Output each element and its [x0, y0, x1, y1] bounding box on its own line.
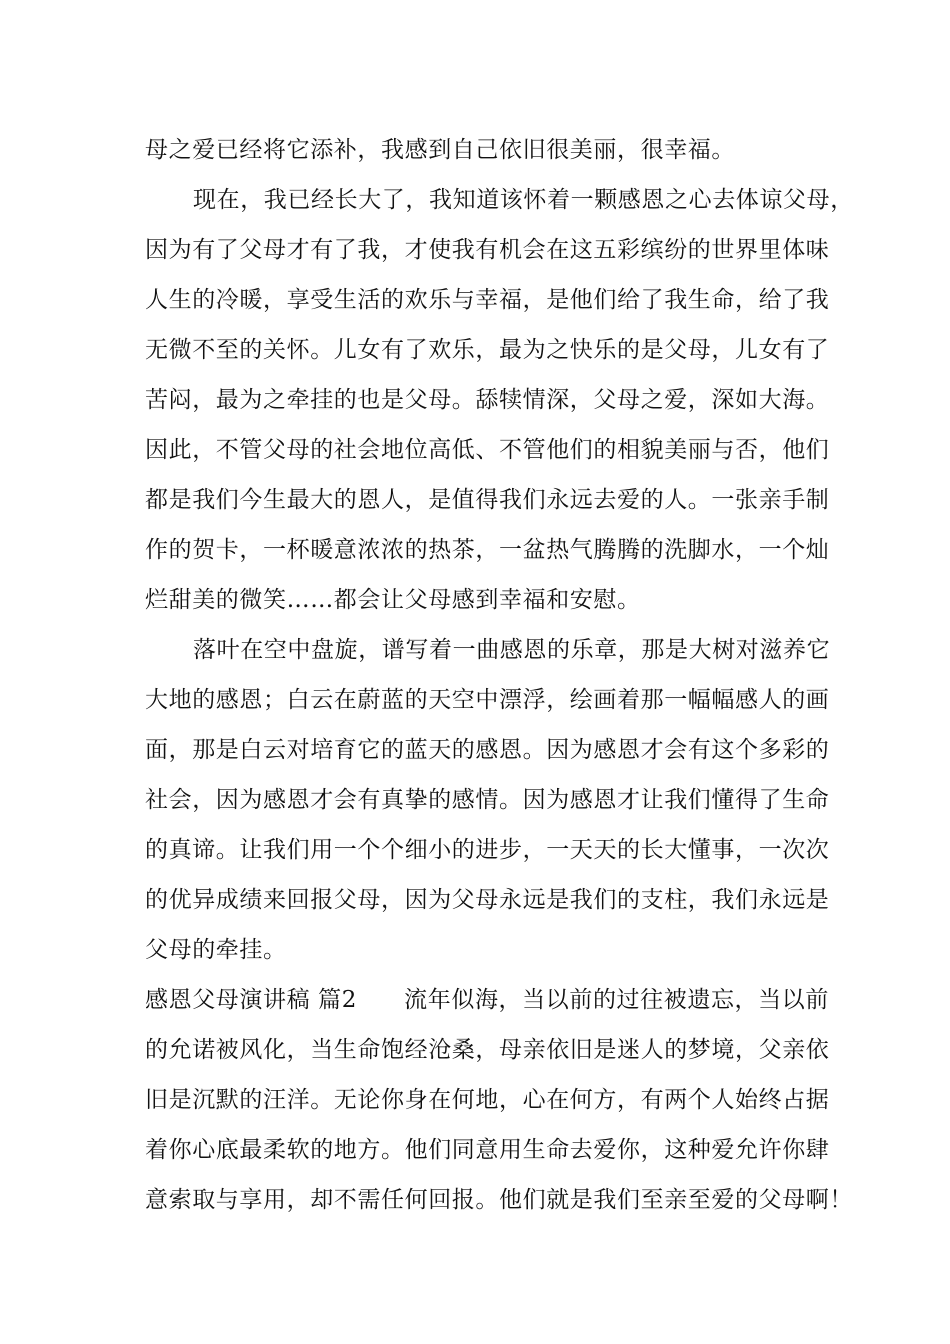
text-line: 因为有了父母才有了我，才使我有机会在这五彩缤纷的世界里体味 — [145, 237, 830, 263]
text-line: 母之爱已经将它添补，我感到自己依旧很美丽，很幸福。 — [145, 137, 735, 163]
text-line: 的真谛。让我们用一个个细小的进步，一天天的长大懂事，一次次 — [145, 837, 830, 863]
text-line: 烂甜美的微笑……都会让父母感到幸福和安慰。 — [145, 587, 641, 613]
paragraph-start-line: 现在，我已经长大了，我知道该怀着一颗感恩之心去体谅父母， — [193, 187, 854, 213]
text-line: 意索取与享用，却不需任何回报。他们就是我们至亲至爱的父母啊！ — [145, 1187, 853, 1213]
text-line: 无微不至的关怀。儿女有了欢乐，最为之快乐的是父母，儿女有了 — [145, 337, 830, 363]
text-line: 旧是沉默的汪洋。无论你身在何地，心在何方，有两个人始终占据 — [145, 1087, 830, 1113]
section-heading-line: 感恩父母演讲稿 篇2 流年似海，当以前的过往被遗忘，当以前 — [145, 987, 829, 1013]
text-line: 父母的牵挂。 — [145, 937, 287, 963]
text-line: 社会，因为感恩才会有真挚的感情。因为感恩才让我们懂得了生命 — [145, 787, 830, 813]
text-line: 苦闷，最为之牵挂的也是父母。舔犊情深，父母之爱，深如大海。 — [145, 387, 830, 413]
text-line: 作的贺卡，一杯暖意浓浓的热茶，一盆热气腾腾的洗脚水，一个灿 — [145, 537, 830, 563]
text-line: 面，那是白云对培育它的蓝天的感恩。因为感恩才会有这个多彩的 — [145, 737, 830, 763]
text-line: 人生的冷暖，享受生活的欢乐与幸福，是他们给了我生命，给了我 — [145, 287, 830, 313]
text-line: 大地的感恩；白云在蔚蓝的天空中漂浮，绘画着那一幅幅感人的画 — [145, 687, 830, 713]
text-line: 都是我们今生最大的恩人，是值得我们永远去爱的人。一张亲手制 — [145, 487, 830, 513]
text-line: 因此，不管父母的社会地位高低、不管他们的相貌美丽与否，他们 — [145, 437, 830, 463]
paragraph-start-line: 落叶在空中盘旋，谱写着一曲感恩的乐章，那是大树对滋养它 — [193, 637, 831, 663]
text-line: 的允诺被风化，当生命饱经沧桑，母亲依旧是迷人的梦境，父亲依 — [145, 1037, 830, 1063]
text-line: 的优异成绩来回报父母，因为父母永远是我们的支柱，我们永远是 — [145, 887, 830, 913]
text-line: 着你心底最柔软的地方。他们同意用生命去爱你，这种爱允许你肆 — [145, 1137, 830, 1163]
